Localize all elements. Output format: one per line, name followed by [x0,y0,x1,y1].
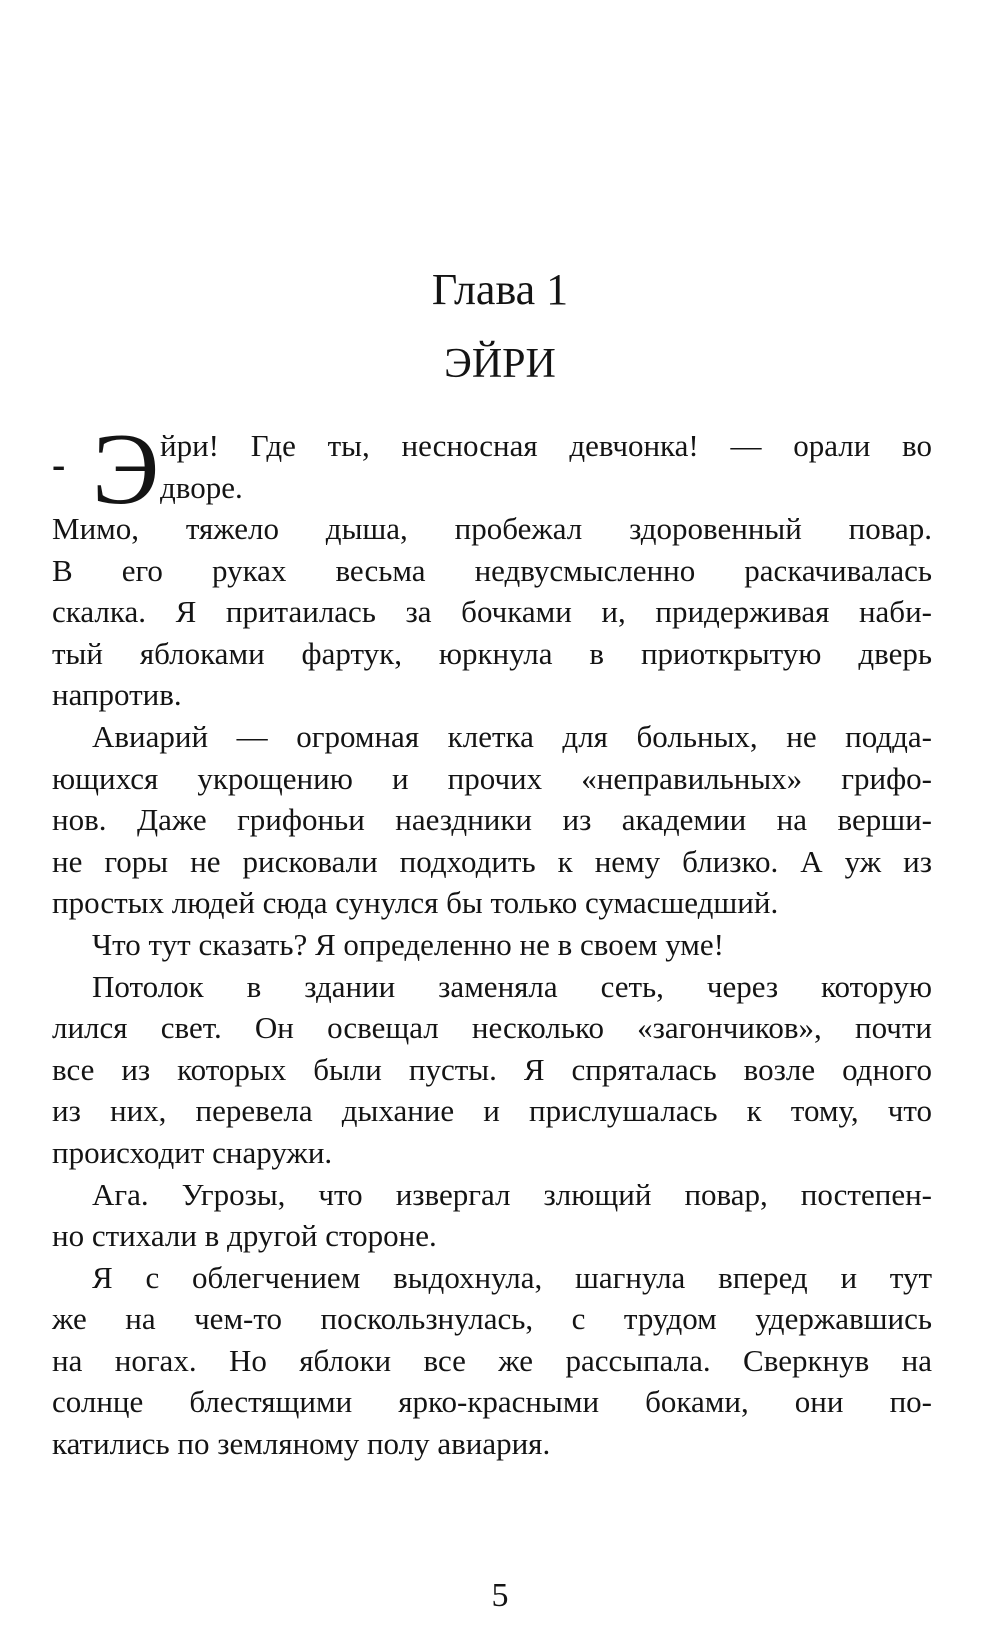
dialogue-dash: - [52,442,66,487]
text-line: Я с облегчением выдохнула, шагнула вперед и тут [92,1259,932,1295]
text-line: происходит снаружи. [52,1134,333,1170]
chapter-title: Глава 1 [431,265,569,314]
opening-paragraph [52,413,932,526]
paragraph [52,716,932,924]
paragraph [52,924,932,966]
text-line: Авиарий — огромная клетка для больных, не подда- [92,718,932,754]
text-line: Что тут сказать? Я определенно не в своем уме! [92,926,725,962]
chapter-subtitle: ЭЙРИ [444,341,556,387]
text-line: напротив. [52,677,182,713]
text-line: В его руках весьма недвусмысленно раскачивалась [52,552,932,588]
text-line: но стихали в другой стороне. [52,1218,437,1254]
text-line: солнце блестящими ярко-красными боками, они по- [52,1384,932,1420]
body-text [52,413,932,1465]
text-line: дворе. [160,469,243,505]
text-line: нов. Даже грифоньи наездники из академии на верши- [52,802,932,838]
text-line: лился свет. Он освещал несколько «загончиков», почти [52,1010,932,1046]
text-line: из них, перевела дыхание и прислушалась к тому, что [52,1093,932,1129]
paragraph [52,508,932,716]
text-line: все из которых были пусты. Я спряталась возле одного [52,1051,932,1087]
text-line: простых людей сюда сунулся бы только сумасшедший. [52,885,779,921]
text-line: же на чем-то поскользнулась, с трудом удержавшись [52,1301,932,1337]
paragraph [52,1257,932,1465]
text-line: Ага. Угрозы, что извергал злющий повар, постепен- [92,1176,932,1212]
drop-cap: Э [92,413,160,526]
text-line: йри! Где ты, несносная девчонка! — орали во [160,428,932,463]
text-line: катились по земляному полу авиария. [52,1426,551,1462]
page-number: 5 [491,1577,509,1614]
paragraph [52,966,932,1174]
text-line: тый яблоками фартук, юркнула в приоткрытую дверь [52,635,932,671]
text-line: Мимо, тяжело дыша, пробежал здоровенный повар. [52,511,932,546]
text-line: Потолок в здании заменяла сеть, через которую [92,968,932,1004]
text-line: на ногах. Но яблоки все же рассыпала. Сверкнув на [52,1342,932,1378]
text-line: скалка. Я притаилась за бочками и, придерживая наби- [52,594,932,630]
text-line: не горы не рисковали подходить к нему близко. А уж из [52,843,932,879]
text-line: ющихся укрощению и прочих «неправильных» грифо- [52,760,932,796]
paragraph [52,1174,932,1257]
